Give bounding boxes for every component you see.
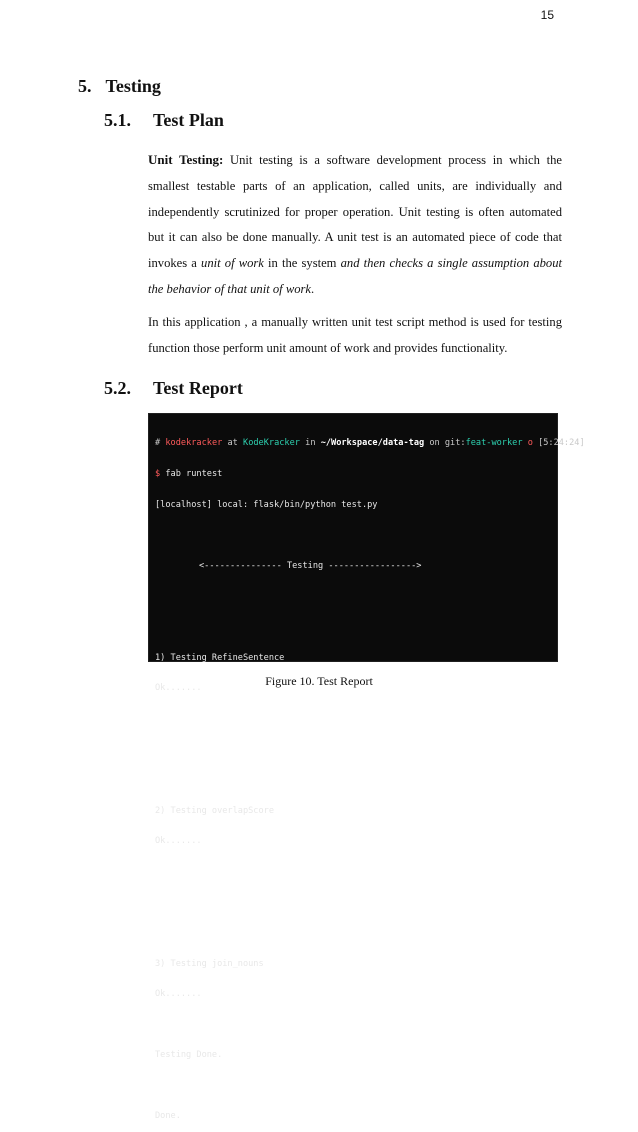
- terminal-ok1: Ok.......: [155, 683, 202, 694]
- prompt-on-git: on git:: [429, 438, 466, 449]
- prompt-o: o: [527, 438, 533, 449]
- application-paragraph: In this application , a manually written unit test script method is used for testing function those perform unit amount of work and provides functionality.: [148, 315, 562, 355]
- terminal-prompt-line: [155, 438, 585, 449]
- subsection-number: 5.2.: [104, 378, 131, 398]
- paragraph-text: in the system: [263, 256, 341, 271]
- command-symbol: $: [155, 469, 161, 479]
- unit-testing-paragraph: [148, 147, 562, 303]
- prompt-host: KodeKracker: [243, 438, 300, 449]
- prompt-user: kodekracker: [165, 438, 223, 449]
- prompt-at: at: [227, 438, 238, 449]
- italic-assumption: and then checks a single assumption about the behavior of that unit of work: [148, 256, 563, 297]
- subsection-heading-test-plan: [104, 110, 224, 131]
- terminal-ok3: Ok.......: [155, 989, 202, 1000]
- section-number: 5.: [78, 76, 92, 96]
- prompt-time: [5:24:24]: [538, 438, 585, 449]
- command-text: fab runtest: [165, 469, 223, 479]
- terminal-test1: 1) Testing RefineSentence: [155, 652, 285, 663]
- terminal-test3: 3) Testing join_nouns: [155, 958, 264, 969]
- terminal-testing-banner: <--------------- Testing ----------------->: [199, 560, 422, 571]
- prompt-path: ~/Workspace/data-tag: [320, 438, 425, 449]
- terminal-command-line: [155, 469, 551, 479]
- prompt-branch: feat-worker: [465, 438, 523, 449]
- section-title: Testing: [105, 76, 161, 96]
- paragraph-text: Unit testing is a software development process in which the smallest testable parts of an application, called units, are individually and independently scrutinized for proper operation. Unit testing is often automated but it can also be done manually. A unit test is an automated piece of code that invokes a: [148, 153, 562, 271]
- terminal-ok2: Ok.......: [155, 836, 202, 847]
- terminal-testing-done: Testing Done.: [155, 1050, 223, 1061]
- subsection-number: 5.1.: [104, 110, 131, 130]
- terminal-done: Done.: [155, 1111, 181, 1122]
- unit-testing-label: Unit Testing:: [148, 152, 224, 167]
- subsection-title: Test Report: [153, 378, 243, 398]
- prompt-hash: #: [155, 438, 161, 449]
- prompt-in: in: [305, 438, 316, 449]
- paragraph-text: .: [311, 282, 315, 297]
- subsection-heading-test-report: [104, 378, 243, 399]
- italic-unit-of-work: unit of work: [201, 256, 264, 271]
- terminal-test2: 2) Testing overlapScore: [155, 805, 274, 816]
- subsection-title: Test Plan: [153, 110, 224, 130]
- section-heading: [78, 76, 161, 97]
- page-number: 15: [540, 8, 554, 22]
- figure-caption: Figure 10. Test Report: [265, 674, 373, 688]
- terminal-local-line: [localhost] local: flask/bin/python test.py: [155, 499, 378, 510]
